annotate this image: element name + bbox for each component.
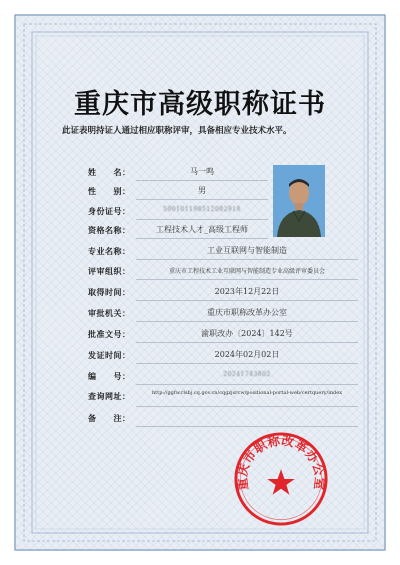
svg-text:重庆市职称改革办公室: 重庆市职称改革办公室 (235, 433, 327, 492)
field-value: 工程技术人才_高级工程师 (156, 225, 248, 234)
field-value: 马一鸣 (190, 167, 214, 176)
field-underline (136, 342, 358, 343)
portrait-image (273, 165, 325, 237)
field-underline (136, 199, 268, 200)
field-label: 取得时间： (88, 288, 131, 297)
field-value: 工业互联网与智能制造 (207, 246, 287, 255)
field-underline (136, 238, 268, 239)
field-label: 查询网址： (88, 392, 131, 401)
field-serial-number (88, 368, 358, 387)
field-query-url (88, 388, 358, 410)
field-underline (136, 363, 358, 364)
field-label: 资格名称： (88, 226, 131, 235)
field-value: 500101198512082918 (163, 206, 241, 213)
field-underline (136, 259, 358, 260)
official-seal (232, 430, 330, 528)
field-label: 姓 名： (88, 168, 131, 177)
field-label: 身份证号： (88, 207, 131, 216)
field-approval-authority (88, 305, 358, 324)
field-value: 渝职改办〔2024〕142号 (201, 329, 293, 338)
field-value: 2024年02月02日 (214, 350, 280, 359)
certificate-title: 重庆市高级职称证书 (74, 89, 326, 120)
field-underline (136, 300, 358, 301)
field-label: 审批机关： (88, 309, 131, 318)
field-label: 批准文号： (88, 330, 131, 339)
field-label: 发证时间： (88, 351, 131, 360)
field-label: 备 注： (88, 414, 131, 423)
field-underline (136, 279, 358, 280)
field-label: 性 别： (88, 187, 131, 196)
field-value: 重庆市工程技术工业互联网与智能制造专业高级评审委员会 (168, 268, 325, 275)
field-value: 男 (198, 186, 206, 195)
field-underline (136, 426, 358, 427)
field-label: 评审组织： (88, 267, 131, 276)
field-underline (136, 384, 358, 385)
field-underline (136, 321, 358, 322)
field-underline (136, 219, 268, 220)
field-obtained-date (88, 284, 358, 303)
field-label: 专业名称： (88, 247, 131, 256)
field-value: 重庆市职称改革办公室 (207, 308, 287, 317)
field-value: 20241743802 (223, 371, 271, 378)
field-underline (136, 180, 268, 181)
field-issue-date (88, 347, 358, 366)
field-underline (136, 406, 358, 407)
field-approval-number (88, 326, 358, 345)
field-label: 编 号： (88, 372, 131, 381)
field-remarks (88, 410, 358, 429)
certificate-statement: 此证表明持证人通过相应职称评审，具备相应专业技术水平。 (62, 126, 292, 136)
holder-photo (273, 165, 325, 237)
query-url-link[interactable]: http://ggfw.rlsbj.cq.gov.cn/cqgzjsrcw/positional-portal-web/certquery/index (151, 390, 343, 396)
field-review-org (88, 263, 358, 282)
field-value: 2023年12月22日 (214, 287, 280, 296)
field-specialty (88, 243, 358, 262)
